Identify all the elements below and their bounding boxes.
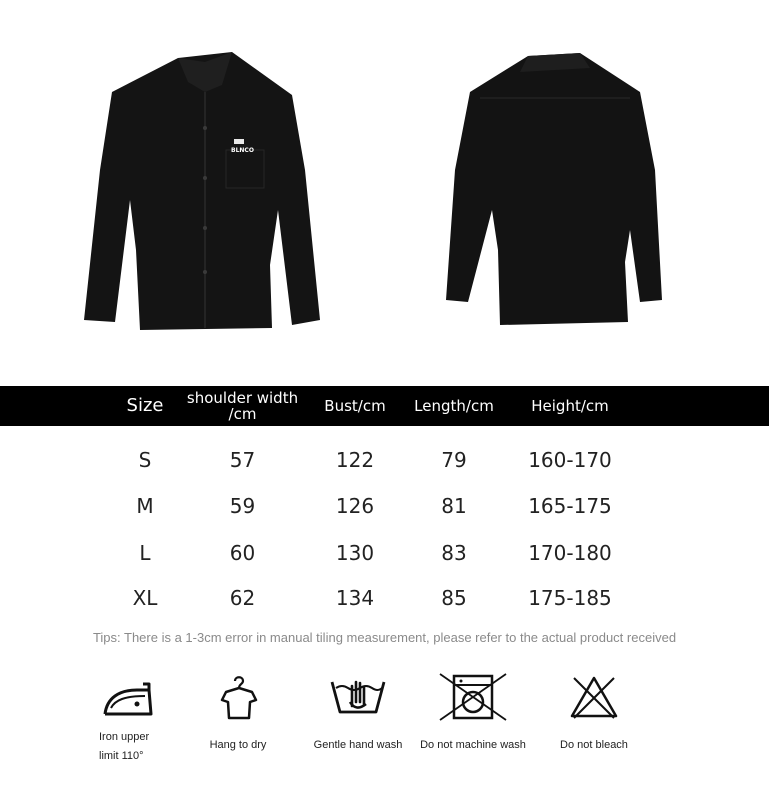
table-row <box>0 486 769 526</box>
care-label: Gentle hand wash <box>313 739 403 751</box>
height-cell: 165-175 <box>528 494 612 518</box>
logo-text: BLNCO <box>231 147 254 154</box>
bust-cell: 126 <box>335 494 375 518</box>
care-no-bleach <box>534 672 654 755</box>
hanger-icon <box>208 672 268 722</box>
shoulder-cell: 59 <box>229 494 256 518</box>
shoulder-cell: 60 <box>229 541 256 565</box>
shoulder-cell: 57 <box>229 448 256 472</box>
shirt-front-image <box>84 52 320 330</box>
care-iron <box>67 672 187 766</box>
care-label-line2: limit 110° <box>99 750 144 762</box>
measurement-tips: Tips: There is a 1-3cm error in manual tiling measurement, please refer to the actual product received <box>92 630 677 645</box>
table-row <box>0 533 769 573</box>
bust-cell: 134 <box>335 586 375 610</box>
care-label-line1: Iron upper <box>99 731 150 743</box>
care-label: Do not bleach <box>560 739 628 751</box>
care-no-machine-wash <box>413 672 533 755</box>
size-cell: L <box>139 541 151 565</box>
no-bleach-icon <box>564 672 624 722</box>
care-hang-dry <box>178 672 298 755</box>
height-cell: 175-185 <box>528 586 612 610</box>
bust-cell: 122 <box>335 448 375 472</box>
length-cell: 83 <box>441 541 467 565</box>
header-shoulder-width: shoulder width /cm <box>186 389 299 423</box>
bust-cell: 130 <box>335 541 375 565</box>
length-cell: 81 <box>441 494 467 518</box>
header-height: Height/cm <box>531 397 609 415</box>
care-label: Do not machine wash <box>420 739 526 751</box>
size-cell: M <box>136 494 154 518</box>
table-row <box>0 578 769 618</box>
size-cell: XL <box>132 586 158 610</box>
table-row <box>0 440 769 480</box>
no-machine-wash-icon <box>438 672 508 722</box>
header-bust: Bust/cm <box>324 397 386 415</box>
product-photos <box>0 0 769 380</box>
length-cell: 79 <box>441 448 467 472</box>
header-length: Length/cm <box>414 397 494 415</box>
iron-icon <box>97 672 157 722</box>
hand-wash-icon <box>328 672 388 722</box>
care-hand-wash <box>298 672 418 755</box>
shirt-back-image <box>446 53 662 325</box>
size-cell: S <box>138 448 152 472</box>
care-label: Hang to dry <box>209 739 267 751</box>
size-table-header <box>0 386 769 426</box>
header-size: Size <box>126 395 164 416</box>
height-cell: 170-180 <box>528 541 612 565</box>
length-cell: 85 <box>441 586 467 610</box>
shoulder-cell: 62 <box>229 586 256 610</box>
height-cell: 160-170 <box>528 448 612 472</box>
